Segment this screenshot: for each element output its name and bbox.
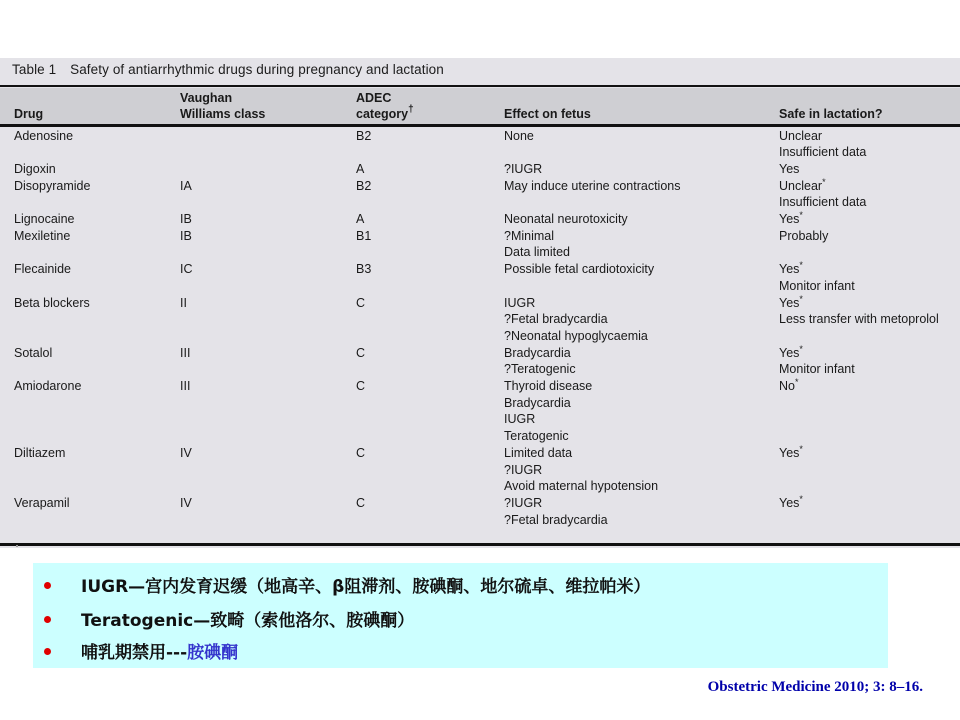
cell-drug: Diltiazem — [14, 445, 66, 460]
cell-effect: IUGR — [504, 295, 536, 310]
cell-adec: B2 — [356, 178, 372, 193]
note-highlight: 胺碘酮 — [187, 643, 239, 663]
header-adec-text: category — [356, 107, 409, 121]
header-adec-line2 — [356, 106, 414, 122]
cell-effect: None — [504, 128, 534, 143]
lactation-text: Insufficient data — [779, 195, 867, 210]
table-caption: Safety of antiarrhythmic drugs during pregnancy and lactation — [70, 62, 444, 77]
bullet-icon — [44, 616, 51, 623]
stray-mark — [16, 545, 18, 547]
cell-adec: B1 — [356, 228, 372, 243]
lactation-text: Monitor infant — [779, 362, 855, 377]
header-class-line2: Williams class — [180, 107, 266, 121]
cell-lactation — [779, 361, 855, 378]
lactation-text: Yes — [779, 345, 800, 360]
cell-lactation — [779, 161, 799, 178]
cell-lactation — [779, 144, 866, 161]
cell-effect: ?Teratogenic — [504, 362, 576, 377]
cell-class: II — [180, 295, 187, 310]
cell-adec: A — [356, 212, 365, 226]
lactation-text: Yes — [779, 495, 800, 510]
cell-adec: B3 — [356, 262, 372, 277]
cell-lactation — [779, 295, 803, 312]
asterisk-mark: * — [794, 377, 799, 387]
cell-lactation — [779, 445, 803, 462]
lactation-text: Less transfer with metoprolol — [779, 312, 939, 327]
cell-effect: Teratogenic — [504, 429, 569, 444]
lactation-text: Yes — [779, 445, 800, 460]
cell-effect: Data limited — [504, 245, 570, 260]
lactation-text: Yes — [779, 295, 800, 310]
cell-lactation — [779, 261, 803, 278]
cell-lactation — [779, 128, 822, 145]
cell-effect: Bradycardia — [504, 345, 571, 360]
cell-effect: Neonatal neurotoxicity — [504, 212, 628, 226]
cell-adec: C — [356, 379, 366, 393]
lactation-text: Probably — [779, 228, 829, 243]
cell-effect: IUGR — [504, 412, 536, 427]
cell-effect: ?Fetal bradycardia — [504, 312, 608, 327]
lactation-text: Unclear — [779, 128, 823, 143]
cell-drug: Lignocaine — [14, 212, 75, 226]
bullet-icon — [44, 648, 51, 655]
table-bottom-rule — [0, 543, 960, 546]
cell-class: III — [180, 379, 191, 393]
lactation-text: Yes — [779, 212, 800, 226]
note-item-lactation — [44, 638, 238, 663]
cell-effect: Thyroid disease — [504, 379, 593, 393]
cell-drug: Digoxin — [14, 161, 56, 176]
cell-lactation — [779, 378, 799, 395]
dagger-mark: † — [408, 104, 414, 115]
cell-class: IA — [180, 178, 192, 193]
asterisk-mark: * — [799, 210, 803, 220]
header-top-rule — [0, 85, 960, 87]
lactation-text: Yes — [779, 262, 800, 277]
cell-lactation — [779, 211, 803, 228]
asterisk-mark: * — [799, 343, 803, 354]
header-effect: Effect on fetus — [504, 107, 591, 121]
note-item-iugr — [44, 572, 650, 597]
lactation-text: Unclear — [779, 178, 823, 193]
cell-class: IC — [180, 262, 193, 277]
cell-class: IB — [180, 228, 192, 243]
asterisk-mark: * — [799, 293, 803, 304]
cell-effect: Limited data — [504, 445, 573, 460]
cell-adec: A — [356, 161, 365, 176]
note-text: 哺乳期禁用--- — [81, 643, 188, 663]
cell-adec: C — [356, 295, 366, 310]
table-header — [0, 88, 960, 125]
cell-class: III — [180, 345, 191, 360]
asterisk-mark: * — [799, 493, 803, 504]
cell-lactation — [779, 345, 803, 362]
cell-drug: Verapamil — [14, 495, 70, 510]
cell-effect: ?IUGR — [504, 495, 543, 510]
asterisk-mark: * — [822, 176, 826, 187]
cell-drug: Disopyramide — [14, 178, 91, 193]
cell-effect: Avoid maternal hypotension — [504, 479, 659, 494]
cell-adec: C — [356, 445, 366, 460]
cell-effect: May induce uterine contractions — [504, 178, 681, 193]
lactation-text: Yes — [779, 161, 800, 176]
cell-lactation — [779, 311, 939, 328]
cell-class: IV — [180, 495, 192, 510]
cell-drug: Beta blockers — [14, 295, 90, 310]
table-number: Table 1 — [12, 62, 57, 77]
table-title — [12, 62, 444, 77]
header-class-line1: Vaughan — [180, 91, 233, 105]
note-text: Teratogenic—致畸（索他洛尔、胺碘酮） — [81, 611, 415, 631]
header-drug: Drug — [14, 107, 44, 121]
header-lactation: Safe in lactation? — [779, 107, 883, 121]
cell-drug: Amiodarone — [14, 379, 82, 393]
cell-effect: ?IUGR — [504, 462, 543, 477]
cell-effect: ?Neonatal hypoglycaemia — [504, 328, 648, 343]
cell-effect: Bradycardia — [504, 395, 571, 410]
lactation-text: Monitor infant — [779, 278, 855, 293]
cell-lactation — [779, 228, 828, 245]
cell-drug: Mexiletine — [14, 228, 71, 243]
lactation-text: Insufficient data — [779, 145, 867, 160]
note-item-teratogenic — [44, 606, 414, 631]
cell-drug: Sotalol — [14, 345, 53, 360]
cell-adec: C — [356, 345, 366, 360]
asterisk-mark: * — [799, 443, 803, 454]
cell-lactation — [779, 178, 826, 195]
cell-class: IV — [180, 445, 192, 460]
cell-effect: ?Minimal — [504, 228, 555, 243]
cell-effect: ?IUGR — [504, 161, 543, 176]
cell-effect: ?Fetal bradycardia — [504, 512, 608, 527]
cell-class: IB — [180, 212, 192, 226]
cell-adec: C — [356, 495, 366, 510]
cell-drug: Flecainide — [14, 262, 71, 277]
note-text: IUGR—宫内发育迟缓（地高辛、β阻滞剂、胺碘酮、地尔硫卓、维拉帕米） — [81, 577, 651, 597]
bullet-icon — [44, 582, 51, 589]
cell-effect: Possible fetal cardiotoxicity — [504, 262, 655, 277]
header-adec-line1: ADEC — [356, 91, 392, 105]
cell-drug: Adenosine — [14, 128, 74, 143]
cell-adec: B2 — [356, 128, 372, 143]
cell-lactation — [779, 194, 866, 211]
citation: Obstetric Medicine 2010; 3: 8–16. — [707, 679, 923, 695]
cell-lactation — [779, 278, 855, 295]
asterisk-mark: * — [799, 260, 803, 271]
cell-lactation — [779, 495, 803, 512]
lactation-text: No — [779, 379, 795, 393]
